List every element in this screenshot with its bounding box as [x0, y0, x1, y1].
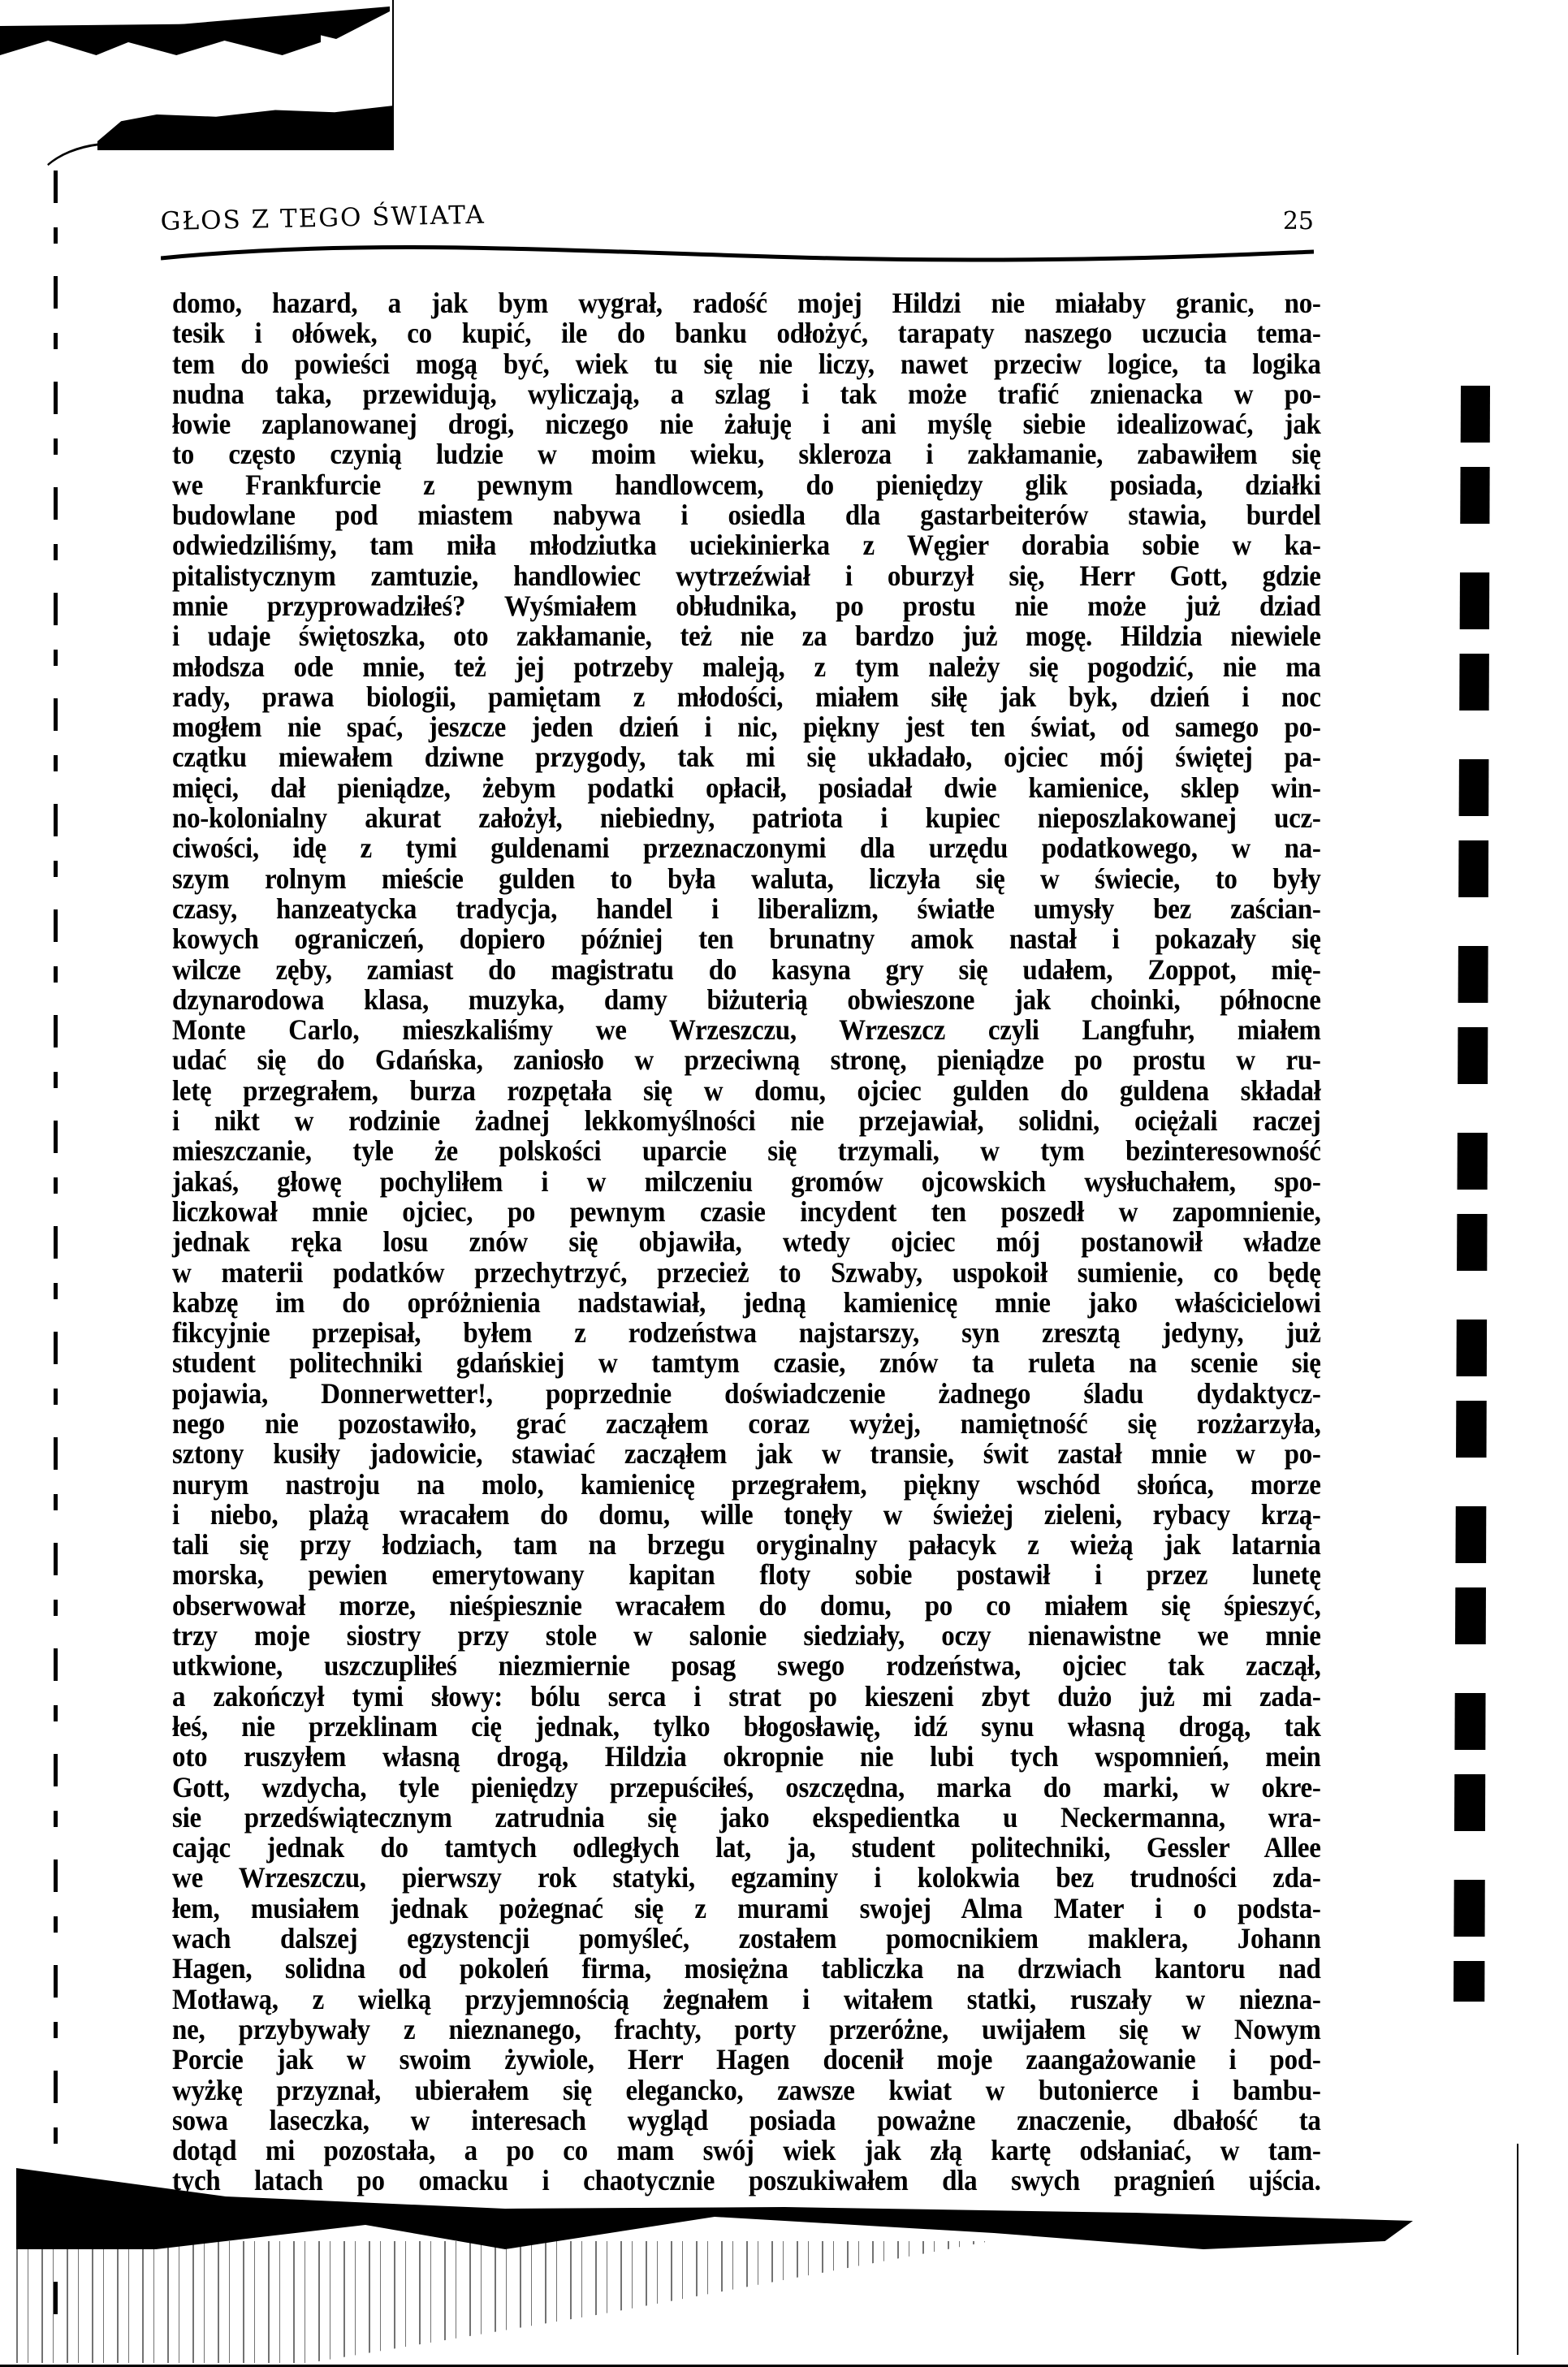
text-line: Gott, wzdycha, tyle pieniędzy przepuściłeś, oszczędna, marka do marki, w okre-	[172, 1770, 1321, 1803]
text-line: w materii podatków przechytrzyć, przecież to Szwaby, uspokoił sumienie, co będę	[172, 1255, 1321, 1289]
text-line: trzy moje siostry przy stole w salonie siedziały, oczy nienawistne we mnie	[172, 1619, 1321, 1652]
text-line: odwiedziliśmy, tam miła młodziutka uciekinierka z Węgier dorabia sobie w ka-	[172, 529, 1321, 562]
text-line: sie przedświątecznym zatrudnia się jako ekspedientka u Neckermanna, wra-	[172, 1800, 1321, 1834]
text-line: nudna taka, przewidują, wyliczają, a szlag i tak może trafić znienacka w po-	[172, 377, 1321, 410]
text-line: udać się do Gdańska, zaniosło w przeciwną stronę, pieniądze po prostu w ru-	[172, 1043, 1321, 1077]
body-text	[172, 288, 1321, 2196]
scan-artifact-top-left	[0, 23, 321, 55]
text-line: cając jednak do tamtych odległych lat, ja, student politechniki, Gessler Allee	[172, 1831, 1321, 1864]
text-line: łeś, nie przeklinam cię jednak, tylko błogosławię, idź synu własną drogą, tak	[172, 1709, 1321, 1743]
text-line: dzynarodowa klasa, muzyka, damy biżuterią obwieszone jak choinki, północne	[172, 983, 1321, 1016]
text-line: letę przegrałem, burza rozpętała się w domu, ojciec gulden do guldena składał	[172, 1073, 1321, 1107]
text-line: szym rolnym mieście gulden to była waluta, liczyła się w świecie, to były	[172, 862, 1321, 895]
text-line: mieszczanie, tyle że polskości uparcie się trzymali, w tym bezinteresowność	[172, 1134, 1321, 1168]
scan-artifact-top-shadow	[97, 106, 394, 150]
text-line: czasy, hanzeatycka tradycja, handel i liberalizm, światłe umysły bez zaścian-	[172, 892, 1321, 925]
text-line: kowych ograniczeń, dopiero później ten brunatny amok nastał i pokazały się	[172, 922, 1321, 956]
text-line: no-kolonialny akurat założył, niebiedny, patriota i kupiec nieposzlakowanej ucz-	[172, 801, 1321, 835]
text-line: tesik i ołówek, co kupić, ile do banku odłożyć, tarapaty naszego uczucia tema-	[172, 317, 1321, 350]
text-line: i udaje świętoszka, oto zakłamanie, też nie za bardzo już mogę. Hildzia niewiele	[172, 620, 1321, 653]
text-line: łem, musiałem jednak pożegnać się z murami swojej Alma Mater i o podsta-	[172, 1891, 1321, 1924]
text-line: ciwości, idę z tymi guldenami przeznaczonymi dla urzędu podatkowego, w na-	[172, 831, 1321, 865]
text-line: łowie zaplanowanej drogi, niczego nie żałuję i ani myślę siebie idealizować, jak	[172, 408, 1321, 441]
text-line: Hagen, solidna od pokoleń firma, mosiężna tabliczka na drzwiach kantoru nad	[172, 1952, 1321, 1985]
text-line: morska, pewien emerytowany kapitan floty sobie postawił i przez lunetę	[172, 1558, 1321, 1592]
text-line: wilcze zęby, zamiast do magistratu do kasyna gry się udałem, Zoppot, mię-	[172, 952, 1321, 986]
text-line: mogłem nie spać, jeszcze jeden dzień i nic, piękny jest ten świat, od samego po-	[172, 711, 1321, 744]
text-line: sowa laseczka, w interesach wygląd posiada poważne znaczenie, dbałość ta	[172, 2103, 1321, 2136]
page-number: 25	[1282, 207, 1314, 235]
text-line: we Frankfurcie z pewnym handlowcem, do pieniędzy glik posiada, działki	[172, 468, 1321, 501]
text-line: domo, hazard, a jak bym wygrał, radość mojej Hildzi nie miałaby granic, no-	[172, 287, 1321, 319]
text-line: nego nie pozostawiło, grać zacząłem coraz wyżej, namiętność się rozżarzyła,	[172, 1406, 1321, 1440]
text-line: mnie przyprowadziłeś? Wyśmiałem obłudnika, po prostu nie może już dziad	[172, 589, 1321, 622]
text-line: tali się przy łodziach, tam na brzegu oryginalny pałacyk z wieżą jak latarnia	[172, 1528, 1321, 1561]
text-line: młodsza ode mnie, też jej potrzeby maleją, z tym należy się pogodzić, nie ma	[172, 650, 1321, 683]
text-line: czątku miewałem dziwne przygody, tak mi się układało, ojciec mój świętej pa-	[172, 741, 1321, 774]
text-line: we Wrzeszczu, pierwszy rok statyki, egzaminy i kolokwia bez trudności zda-	[172, 1861, 1321, 1894]
text-line: obserwował morze, nieśpiesznie wracałem do domu, po co miałem się śpieszyć,	[172, 1588, 1321, 1622]
text-line: i nikt w rodzinie żadnej lekkomyślności nie przejawiał, solidni, ociężali raczej	[172, 1104, 1321, 1138]
text-line: i niebo, plażą wracałem do domu, wille tonęły w świeżej zieleni, rybacy krzą-	[172, 1497, 1321, 1531]
text-line: wyżkę przyznał, ubierałem się elegancko, zawsze kwiat w butonierce i bambu-	[172, 2073, 1321, 2106]
scan-artifact-right-edge	[1454, 386, 1490, 2002]
text-line: dotąd mi pozostała, a po co mam swój wiek jak złą kartę odsłaniać, w tam-	[172, 2134, 1321, 2167]
text-line: pojawia, Donnerwetter!, poprzednie doświadczenie żadnego śladu dydaktycz-	[172, 1376, 1321, 1410]
scan-artifact-top-rule	[392, 0, 394, 146]
text-line: rady, prawa biologii, pamiętam z młodości, miałem siłę jak byk, dzień i noc	[172, 680, 1321, 713]
running-title: GŁOS Z TEGO ŚWIATA	[160, 200, 486, 236]
text-line: oto ruszyłem własną drogą, Hildzia okropnie nie lubi tych wspomnień, mein	[172, 1740, 1321, 1773]
text-line: tych latach po omacku i chaotycznie poszukiwałem dla swych pragnień ujścia.	[172, 2164, 1321, 2197]
text-line: jakaś, głowę pochyliłem i w milczeniu gromów ojcowskich wysłuchałem, spo-	[172, 1164, 1321, 1198]
scan-artifact-right-rule	[1517, 2144, 1518, 2355]
scan-artifact-left-edge	[54, 171, 58, 2330]
text-line: wach dalszej egzystencji pomyśleć, zostałem pomocnikiem maklera, Johann	[172, 1922, 1321, 1955]
text-line: student politechniki gdańskiej w tamtym czasie, znów ta ruleta na scenie się	[172, 1346, 1321, 1380]
scan-artifact-page-curl	[32, 142, 115, 193]
text-line: Monte Carlo, mieszkaliśmy we Wrzeszczu, Wrzeszcz czyli Langfuhr, miałem	[172, 1013, 1321, 1047]
text-line: pitalistycznym zamtuzie, handlowiec wytrzeźwiał i oburzył się, Herr Gott, gdzie	[172, 559, 1321, 592]
text-line: kabzę im do opróżnienia nadstawiał, jedną kamienicę mnie jako właścicielowi	[172, 1285, 1321, 1319]
text-line: utkwione, uszczupliłeś niezmiernie posag swego rodzeństwa, ojciec tak zaczął,	[172, 1649, 1321, 1682]
text-line: sztony kusiły jadowicie, stawiać zacząłem jak w transie, świt zastał mnie w po-	[172, 1437, 1321, 1471]
text-line: liczkował mnie ojciec, po pewnym czasie incydent ten poszedł w zapomnienie,	[172, 1194, 1321, 1228]
head-rule	[161, 244, 1314, 263]
text-line: nurym nastroju na molo, kamienicę przegrałem, piękny wschód słońca, morze	[172, 1467, 1321, 1501]
text-line: tem do powieści mogą być, wiek tu się nie liczy, nawet przeciw logice, ta logika	[172, 347, 1321, 380]
scan-artifact-bottom-noise	[16, 2241, 991, 2363]
text-line: Porcie jak w swoim żywiole, Herr Hagen docenił moje zaangażowanie i pod-	[172, 2043, 1321, 2076]
text-line: jednak ręka losu znów się objawiła, wtedy ojciec mój postanowił władze	[172, 1225, 1321, 1259]
text-line: to często czynią ludzie w moim wieku, skleroza i zakłamanie, zabawiłem się	[172, 438, 1321, 471]
running-head	[160, 200, 1314, 240]
text-line: fikcyjnie przepisał, byłem z rodzeństwa najstarszy, syn zresztą jedyny, już	[172, 1316, 1321, 1350]
text-line: mięci, dał pieniądze, żebym podatki opłacił, posiadał dwie kamienice, sklep win-	[172, 771, 1321, 804]
text-line: ne, przybywały z nieznanego, frachty, porty przeróżne, uwijałem się w Nowym	[172, 2012, 1321, 2045]
text-line: a zakończył tymi słowy: bólu serca i strat po kieszeni zbyt dużo już mi zada-	[172, 1679, 1321, 1713]
text-line: Motławą, z wielką przyjemnością żegnałem i witałem statki, ruszały w niezna-	[172, 1982, 1321, 2015]
text-line: budowlane pod miastem nabywa i osiedla dla gastarbeiterów stawia, burdel	[172, 499, 1321, 532]
